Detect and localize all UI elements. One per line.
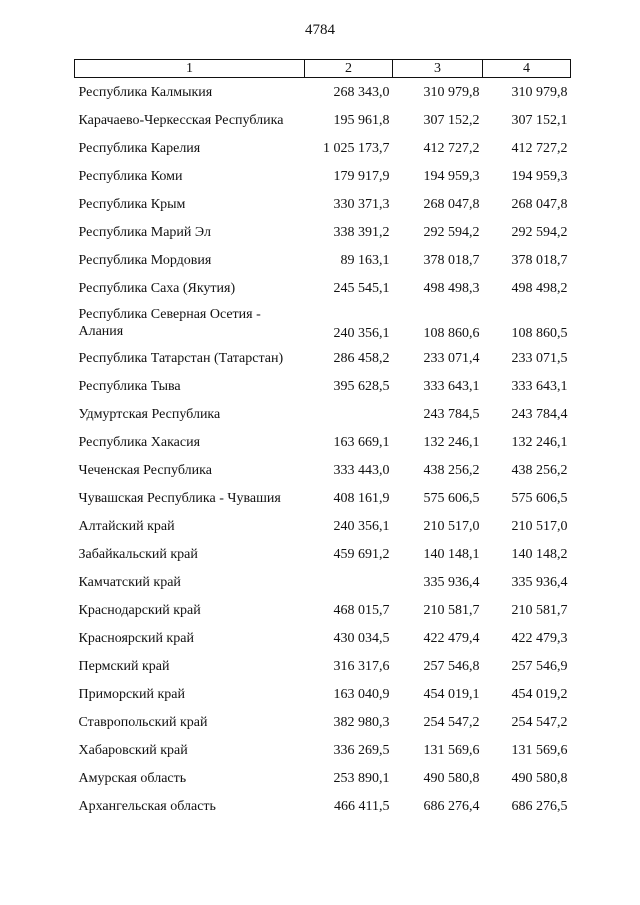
value-cell-col4: 140 148,2 [511,546,568,562]
table-row [75,274,571,302]
table-row [75,190,571,218]
region-name-cell: Республика Марий Эл [78,224,211,240]
value-cell-col2: 338 391,2 [333,224,390,240]
region-name-cell: Республика Мордовия [78,252,212,268]
column-header-1: 1 [75,60,305,78]
value-cell-col4: 257 546,9 [511,658,568,674]
table-header [75,60,571,78]
value-cell-col2: 336 269,5 [333,742,390,758]
table-row [75,512,571,540]
region-name-cell: Республика Хакасия [78,434,201,450]
value-cell-col4: 422 479,3 [511,630,568,646]
table-row [75,428,571,456]
value-cell-col2: 459 691,2 [333,546,390,562]
table-row [75,652,571,680]
value-cell-col2: 179 917,9 [333,168,390,184]
value-cell-col3: 454 019,1 [423,686,480,702]
value-cell-col4: 335 936,4 [511,574,568,590]
region-name-cell: Республика Татарстан (Татарстан) [78,350,284,366]
value-cell-col4: 268 047,8 [511,196,568,212]
value-cell-col3: 140 148,1 [423,546,480,562]
region-name-cell: Республика Саха (Якутия) [78,280,236,296]
value-cell-col3: 310 979,8 [423,84,480,100]
value-cell-col3: 575 606,5 [423,490,480,506]
table-row [75,162,571,190]
value-cell-col2: 89 163,1 [340,252,390,268]
value-cell-col2: 395 628,5 [333,378,390,394]
region-name-cell: Карачаево-Черкесская Республика [78,112,284,128]
value-cell-col4: 438 256,2 [511,462,568,478]
value-cell-col3: 292 594,2 [423,224,480,240]
region-name-cell: Республика Калмыкия [78,84,213,100]
table-row [75,456,571,484]
table-row [75,764,571,792]
value-cell-col2: 333 443,0 [333,462,390,478]
value-cell-col2: 240 356,1 [333,518,390,534]
column-header-2: 2 [305,60,393,78]
value-cell-col4: 333 643,1 [511,378,568,394]
value-cell-col4: 378 018,7 [511,252,568,268]
value-cell-col4: 131 569,6 [511,742,568,758]
value-cell-col2 [305,568,393,596]
value-cell-col3: 268 047,8 [423,196,480,212]
value-cell-col4: 194 959,3 [511,168,568,184]
region-name-cell: Удмуртская Республика [78,406,221,422]
table-row [75,218,571,246]
region-name-cell: Приморский край [78,686,185,702]
region-name-cell: Забайкальский край [78,546,198,562]
region-name-cell: Чувашская Республика - Чувашия [78,490,281,506]
value-cell-col2: 163 040,9 [333,686,390,702]
table-row [75,78,571,107]
value-cell-col3: 131 569,6 [423,742,480,758]
value-cell-col4: 412 727,2 [511,140,568,156]
value-cell-col3: 438 256,2 [423,462,480,478]
table-row [75,624,571,652]
value-cell-col3: 233 071,4 [423,350,480,366]
table-row [75,134,571,162]
value-cell-col3: 378 018,7 [423,252,480,268]
value-cell-col3: 194 959,3 [423,168,480,184]
table-row [75,596,571,624]
value-cell-col4: 498 498,2 [511,280,568,296]
value-cell-col3: 490 580,8 [423,770,480,786]
table-row [75,372,571,400]
table-row [75,568,571,596]
value-cell-col2: 195 961,8 [333,112,390,128]
region-name-cell: Алтайский край [78,518,175,534]
value-cell-col3: 257 546,8 [423,658,480,674]
table-row [75,792,571,820]
region-name-cell: Краснодарский край [78,602,201,618]
value-cell-col3: 243 784,5 [423,406,480,422]
header-row [75,60,571,78]
page-number: 4784 [305,22,335,38]
data-table [74,59,571,820]
table-row [75,680,571,708]
value-cell-col2: 163 669,1 [333,434,390,450]
region-name-cell: Республика Карелия [78,140,201,156]
value-cell-col3: 498 498,3 [423,280,480,296]
table-row [75,106,571,134]
value-cell-col4: 233 071,5 [511,350,568,366]
table-row [75,708,571,736]
value-cell-col4: 132 246,1 [511,434,568,450]
value-cell-col3: 333 643,1 [423,378,480,394]
region-name-cell: Архангельская область [78,798,216,814]
value-cell-col2: 268 343,0 [333,84,390,100]
value-cell-col4: 292 594,2 [511,224,568,240]
value-cell-col3: 210 581,7 [423,602,480,618]
value-cell-col3: 422 479,4 [423,630,480,646]
region-name-cell: Республика Тыва [78,378,181,394]
region-name-cell: Республика Крым [78,196,186,212]
column-header-3: 3 [393,60,483,78]
value-cell-col3: 108 860,6 [423,326,480,341]
region-name-cell: Чеченская Республика [78,462,212,478]
value-cell-col2: 1 025 173,7 [323,140,390,156]
value-cell-col4: 490 580,8 [511,770,568,786]
value-cell-col4: 108 860,5 [511,326,568,341]
table-body [75,78,571,821]
value-cell-col2: 245 545,1 [333,280,390,296]
region-name-cell: Хабаровский край [78,742,188,758]
region-name-cell: Ставропольский край [78,714,208,730]
value-cell-col2: 330 371,3 [333,196,390,212]
table-row [75,484,571,512]
region-name-cell: Пермский край [78,658,170,674]
value-cell-col4: 243 784,4 [511,406,568,422]
region-name-cell: Республика Коми [78,168,183,184]
value-cell-col4: 454 019,2 [511,686,568,702]
value-cell-col4: 254 547,2 [511,714,568,730]
value-cell-col2: 430 034,5 [333,630,390,646]
value-cell-col4: 210 517,0 [511,518,568,534]
value-cell-col3: 132 246,1 [423,434,480,450]
value-cell-col4: 686 276,5 [511,798,568,814]
value-cell-col2: 382 980,3 [333,714,390,730]
table-row [75,344,571,372]
value-cell-col3: 412 727,2 [423,140,480,156]
table-row [75,540,571,568]
value-cell-col2: 468 015,7 [333,602,390,618]
table-row [75,400,571,428]
table-row [75,736,571,764]
region-name-cell: Республика Северная Осетия - Алания [78,307,261,339]
value-cell-col4: 210 581,7 [511,602,568,618]
column-header-4: 4 [483,60,571,78]
value-cell-col4: 310 979,8 [511,84,568,100]
value-cell-col4: 307 152,1 [511,112,568,128]
value-cell-col3: 335 936,4 [423,574,480,590]
value-cell-col2: 286 458,2 [333,350,390,366]
region-name-cell: Амурская область [78,770,187,786]
value-cell-col2: 240 356,1 [333,326,390,341]
table-row [75,302,571,344]
value-cell-col2: 408 161,9 [333,490,390,506]
value-cell-col4: 575 606,5 [511,490,568,506]
value-cell-col3: 686 276,4 [423,798,480,814]
region-name-cell: Красноярский край [78,630,194,646]
value-cell-col3: 307 152,2 [423,112,480,128]
value-cell-col2: 316 317,6 [333,658,390,674]
value-cell-col2: 253 890,1 [333,770,390,786]
value-cell-col3: 254 547,2 [423,714,480,730]
table-row [75,246,571,274]
region-name-cell: Камчатский край [78,574,181,590]
value-cell-col3: 210 517,0 [423,518,480,534]
value-cell-col2: 466 411,5 [334,798,390,814]
value-cell-col2 [305,400,393,428]
